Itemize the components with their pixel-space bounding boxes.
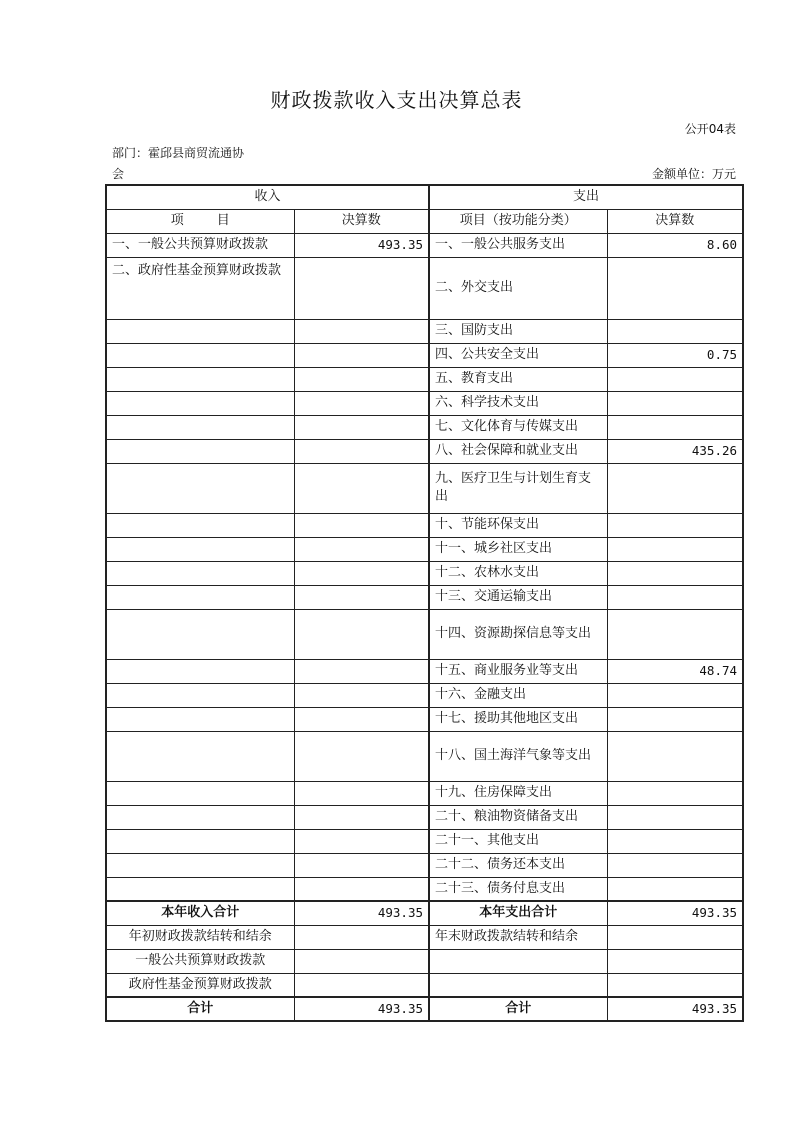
expense-label: 二十、粮油物资储备支出 bbox=[429, 805, 607, 829]
table-row bbox=[106, 391, 743, 415]
expense-label: 七、文化体育与传媒支出 bbox=[429, 415, 607, 439]
table-row bbox=[106, 439, 743, 463]
table-row bbox=[106, 853, 743, 877]
expense-value bbox=[607, 805, 743, 829]
income-label: 二、政府性基金预算财政拨款 bbox=[106, 257, 294, 319]
col-item: 项 目 bbox=[106, 209, 294, 233]
table-row bbox=[106, 829, 743, 853]
expense-label: 四、公共安全支出 bbox=[429, 343, 607, 367]
expense-value bbox=[607, 609, 743, 659]
expense-label: 十一、城乡社区支出 bbox=[429, 537, 607, 561]
expense-value bbox=[607, 853, 743, 877]
carry-row bbox=[106, 973, 743, 997]
col-amount: 决算数 bbox=[294, 209, 429, 233]
income-total-label: 本年收入合计 bbox=[106, 901, 294, 925]
table-row bbox=[106, 233, 743, 257]
expense-value: 435.26 bbox=[607, 439, 743, 463]
table-row bbox=[106, 609, 743, 659]
expense-label: 八、社会保障和就业支出 bbox=[429, 439, 607, 463]
expense-header: 支出 bbox=[429, 185, 743, 209]
expense-label: 二十三、债务付息支出 bbox=[429, 877, 607, 901]
expense-value bbox=[607, 877, 743, 901]
table-row bbox=[106, 257, 743, 319]
total-row bbox=[106, 901, 743, 925]
carry-begin-label: 年初财政拨款结转和结余 bbox=[106, 925, 294, 949]
expense-value bbox=[607, 367, 743, 391]
table-row bbox=[106, 513, 743, 537]
expense-label: 十九、住房保障支出 bbox=[429, 781, 607, 805]
department-line-2: 会 bbox=[112, 167, 125, 181]
expense-label: 十二、农林水支出 bbox=[429, 561, 607, 585]
table-row bbox=[106, 343, 743, 367]
table-row bbox=[106, 537, 743, 561]
expense-value bbox=[607, 585, 743, 609]
table-row bbox=[106, 731, 743, 781]
page-title: 财政拨款收入支出决算总表 bbox=[270, 88, 523, 112]
expense-value bbox=[607, 463, 743, 513]
table-row bbox=[106, 805, 743, 829]
expense-label: 十四、资源勘探信息等支出 bbox=[429, 609, 607, 659]
income-value bbox=[294, 257, 429, 319]
expense-label: 十七、援助其他地区支出 bbox=[429, 707, 607, 731]
expense-value bbox=[607, 707, 743, 731]
expense-label: 十、节能环保支出 bbox=[429, 513, 607, 537]
table-row bbox=[106, 319, 743, 343]
expense-value bbox=[607, 683, 743, 707]
table-row bbox=[106, 781, 743, 805]
expense-label: 十八、国土海洋气象等支出 bbox=[429, 731, 607, 781]
income-value: 493.35 bbox=[294, 233, 429, 257]
expense-value: 0.75 bbox=[607, 343, 743, 367]
expense-label: 十六、金融支出 bbox=[429, 683, 607, 707]
amount-unit: 金额单位：万元 bbox=[651, 167, 736, 181]
table-row bbox=[106, 561, 743, 585]
expense-label: 五、教育支出 bbox=[429, 367, 607, 391]
expense-total-value: 493.35 bbox=[607, 901, 743, 925]
form-number: 公开04表 bbox=[684, 122, 736, 136]
expense-value bbox=[607, 731, 743, 781]
expense-label: 十三、交通运输支出 bbox=[429, 585, 607, 609]
section-header-row bbox=[106, 185, 743, 209]
table-row bbox=[106, 463, 743, 513]
carry-row bbox=[106, 925, 743, 949]
expense-label: 十五、商业服务业等支出 bbox=[429, 659, 607, 683]
expense-label: 六、科学技术支出 bbox=[429, 391, 607, 415]
expense-value bbox=[607, 561, 743, 585]
expense-label: 九、医疗卫生与计划生育支出 bbox=[429, 463, 607, 513]
table-row bbox=[106, 683, 743, 707]
expense-label: 二十一、其他支出 bbox=[429, 829, 607, 853]
income-label: 一、一般公共预算财政拨款 bbox=[106, 233, 294, 257]
carry-general-label: 一般公共预算财政拨款 bbox=[106, 949, 294, 973]
expense-value bbox=[607, 829, 743, 853]
grand-expense-value: 493.35 bbox=[607, 997, 743, 1021]
table-row bbox=[106, 659, 743, 683]
expense-label: 二、外交支出 bbox=[429, 257, 607, 319]
grand-income-value: 493.35 bbox=[294, 997, 429, 1021]
table-row bbox=[106, 367, 743, 391]
expense-total-label: 本年支出合计 bbox=[429, 901, 607, 925]
expense-value bbox=[607, 257, 743, 319]
expense-value bbox=[607, 537, 743, 561]
income-header: 收入 bbox=[106, 185, 429, 209]
grand-income-label: 合计 bbox=[106, 997, 294, 1021]
grand-total-row bbox=[106, 997, 743, 1021]
expense-label: 二十二、债务还本支出 bbox=[429, 853, 607, 877]
expense-label: 三、国防支出 bbox=[429, 319, 607, 343]
expense-value bbox=[607, 391, 743, 415]
fiscal-summary-table bbox=[105, 184, 744, 1022]
expense-value bbox=[607, 513, 743, 537]
table-row bbox=[106, 877, 743, 901]
expense-value: 48.74 bbox=[607, 659, 743, 683]
expense-value bbox=[607, 319, 743, 343]
department-line-1: 部门：霍邱县商贸流通协 bbox=[112, 146, 245, 160]
expense-value: 8.60 bbox=[607, 233, 743, 257]
table-row bbox=[106, 707, 743, 731]
income-total-value: 493.35 bbox=[294, 901, 429, 925]
col-func-amount: 决算数 bbox=[607, 209, 743, 233]
grand-expense-label: 合计 bbox=[429, 997, 607, 1021]
expense-label: 一、一般公共服务支出 bbox=[429, 233, 607, 257]
expense-value bbox=[607, 415, 743, 439]
expense-value bbox=[607, 781, 743, 805]
carry-row bbox=[106, 949, 743, 973]
table-row bbox=[106, 585, 743, 609]
table-row bbox=[106, 415, 743, 439]
col-func-item: 项目（按功能分类） bbox=[429, 209, 607, 233]
column-header-row bbox=[106, 209, 743, 233]
carry-end-label: 年末财政拨款结转和结余 bbox=[429, 925, 607, 949]
carry-fund-label: 政府性基金预算财政拨款 bbox=[106, 973, 294, 997]
